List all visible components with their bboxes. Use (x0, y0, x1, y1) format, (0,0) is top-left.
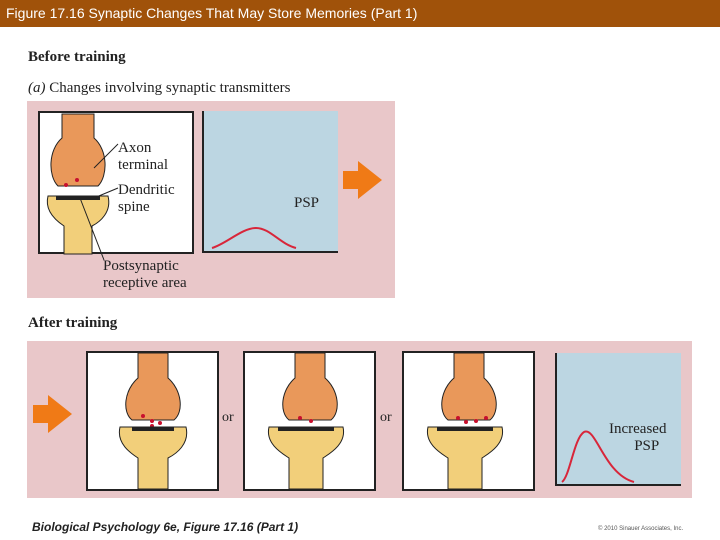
increased-psp-label: Increased PSP (609, 421, 667, 454)
after-training-heading: After training (28, 315, 118, 331)
dendritic-spine-label: Dendritic spine (118, 182, 175, 215)
figure-source-footer: Biological Psychology 6e, Figure 17.16 (Part 1) (32, 520, 299, 534)
slide-title: Figure 17.16 Synaptic Changes That May Store Memories (Part 1) (6, 5, 418, 21)
copyright-notice: © 2010 Sinauer Associates, Inc. (598, 526, 684, 532)
part-letter: (a) (28, 80, 46, 96)
before-training-heading: Before training (28, 49, 126, 65)
axon-terminal-label: Axon terminal (118, 140, 168, 173)
part-title: Changes involving synaptic transmitters (49, 80, 291, 96)
or-label-2: or (380, 410, 392, 425)
or-label-1: or (222, 410, 234, 425)
postsynaptic-area-label: Postsynaptic receptive area (103, 258, 187, 291)
psp-label: PSP (294, 195, 320, 211)
